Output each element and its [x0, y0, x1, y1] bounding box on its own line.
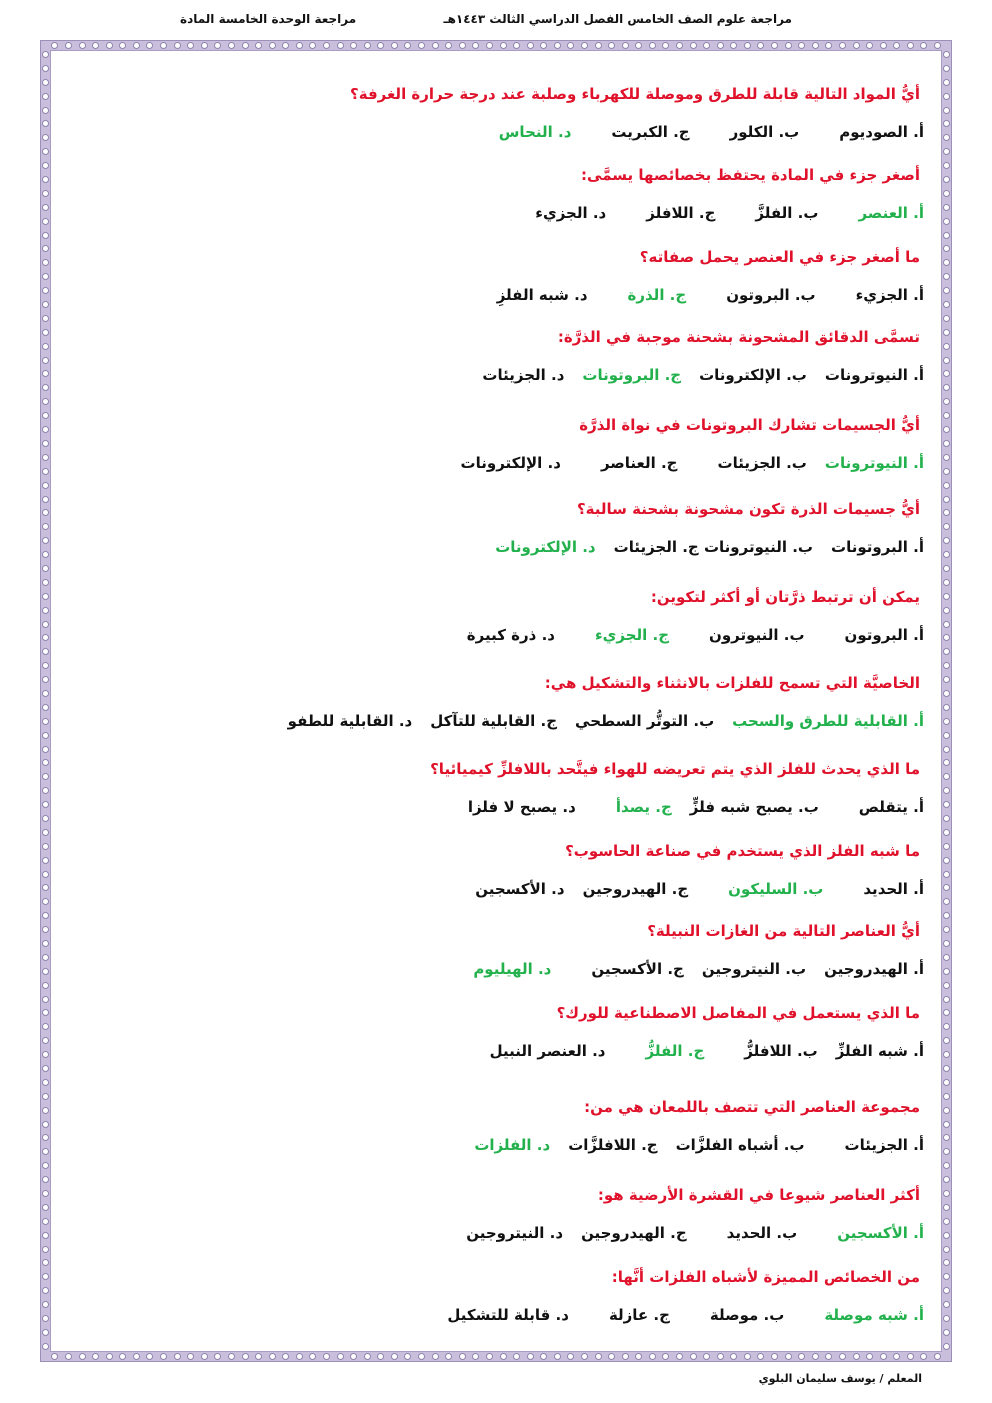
answer-option: د. الإلكترونات — [460, 454, 561, 472]
answer-option: د. شبه الفلزِ — [496, 286, 588, 304]
answer-options — [472, 1042, 924, 1060]
answer-options — [429, 1306, 924, 1324]
answer-option: ج. الكبريت — [611, 123, 690, 141]
answer-options — [450, 798, 924, 816]
answer-option: ب. الكلور — [729, 123, 800, 141]
answer-option: ب. موصلة — [709, 1306, 785, 1324]
answer-options — [477, 538, 924, 556]
answer-option: ب. النيتروجين — [701, 960, 807, 978]
correct-answer-option: ب. السليكون — [728, 880, 824, 898]
question-text: أيُّ الجسيمات تشارك البروتونات في نواة الذرَّة — [579, 416, 920, 434]
answer-option: د. قابلة للتشكيل — [447, 1306, 569, 1324]
answer-option: ج. القابلية للتآكل — [430, 712, 558, 730]
question-text: أكثر العناصر شيوعا في القشرة الأرضية هو: — [597, 1186, 920, 1204]
answer-option: أ. الحديد — [863, 880, 924, 898]
answer-option: د. النيتروجين — [466, 1224, 564, 1242]
question-text: ما أصغر جزء في العنصر يحمل صفاته؟ — [639, 248, 920, 266]
answer-options — [433, 960, 924, 978]
answer-option: ج. الأكسجين — [591, 960, 684, 978]
answer-options — [495, 204, 924, 222]
answer-option: ج. اللافلزَّات — [568, 1136, 658, 1154]
answer-options — [435, 880, 924, 898]
answer-option: د. يصبح لا فلزا — [467, 798, 576, 816]
question-text: أيُّ جسيمات الذرة تكون مشحونة بشحنة سالبة؟ — [576, 500, 920, 518]
answer-option: أ. البروتون — [844, 626, 924, 644]
correct-answer-option: ج. الجزيء — [594, 626, 670, 644]
answer-option: أ. الجزيئات — [844, 1136, 924, 1154]
correct-answer-option: أ. الأكسجين — [837, 1224, 924, 1242]
answer-option: د. العنصر النبيل — [489, 1042, 606, 1060]
answer-options — [442, 366, 924, 384]
answer-option: أ. الجزيء — [855, 286, 924, 304]
question-text: ما الذي يستعمل في المفاصل الاصطناعية للورك؟ — [556, 1004, 920, 1022]
correct-answer-option: ج. يصدأ — [615, 798, 672, 816]
answer-option: ب. البروتون — [726, 286, 816, 304]
answer-option: ب. أشباه الفلزَّات — [675, 1136, 805, 1154]
answer-options — [434, 1136, 924, 1154]
answer-option: أ. البروتونات — [831, 538, 924, 556]
answer-option: ب. اللافلزُّ — [744, 1042, 818, 1060]
answer-option: ب. النيوترونات ج. الجزيئات — [613, 538, 813, 556]
answer-option: ج. العناصر — [600, 454, 678, 472]
answer-option: أ. الهيدروجين — [824, 960, 924, 978]
correct-answer-option: أ. النيوترونات — [824, 454, 924, 472]
answer-options — [459, 123, 924, 141]
answer-option: د. الجزيئات — [482, 366, 565, 384]
question-text: ما شبه الفلز الذي يستخدم في صناعة الحاسوب؟ — [565, 842, 920, 860]
answer-option: ب. التوتُّر السطحي — [575, 712, 715, 730]
answer-options — [427, 626, 924, 644]
answer-option: د. الجزيء — [535, 204, 607, 222]
answer-options — [270, 712, 924, 730]
answer-options — [443, 454, 924, 472]
header-unit-title: مراجعة الوحدة الخامسة المادة — [180, 12, 357, 26]
question-text: من الخصائص المميزة لأشباه الفلزات أنَّها: — [611, 1268, 920, 1286]
answer-option: د. الأكسجين — [475, 880, 565, 898]
answer-option: ب. الحديد — [726, 1224, 798, 1242]
correct-answer-option: ج. البروتونات — [582, 366, 682, 384]
correct-answer-option: أ. القابلية للطرق والسحب — [732, 712, 924, 730]
answer-options — [448, 1224, 924, 1242]
question-text: أصغر جزء في المادة يحتفظ بخصائصها يسمَّى: — [581, 166, 920, 184]
answer-option: ج. عازلة — [608, 1306, 670, 1324]
question-text: يمكن أن ترتبط ذرَّتان أو أكثر لتكوين: — [650, 588, 920, 606]
answer-option: ب. يصبح شبه فلزٍّ — [689, 798, 819, 816]
correct-answer-option: د. النحاس — [498, 123, 572, 141]
teacher-signature: المعلم / يوسف سليمان البلوي — [758, 1372, 922, 1385]
correct-answer-option: ج. الذرة — [627, 286, 687, 304]
answer-option: أ. النيوترونات — [824, 366, 924, 384]
question-text: أيُّ العناصر التالية من الغازات النبيلة؟ — [647, 922, 920, 940]
correct-answer-option: د. الفلزات — [474, 1136, 551, 1154]
answer-option: ب. الجزيئات — [717, 454, 807, 472]
question-text: ما الذي يحدث للفلز الذي يتم تعريضه للهواء فيتَّحد باللافلزِّ كيميائيا؟ — [430, 760, 920, 778]
question-text: تسمَّى الدقائق المشحونة بشحنة موجبة في الذرَّة: — [557, 328, 920, 346]
answer-options — [479, 286, 924, 304]
question-text: أيُّ المواد التالية قابلة للطرق وموصلة للكهرباء وصلبة عند درجة حرارة الغرفة؟ — [350, 85, 920, 103]
correct-answer-option: د. الإلكترونات — [495, 538, 596, 556]
answer-option: ج. الهيدروجين — [582, 880, 689, 898]
correct-answer-option: ج. الفلزُّ — [645, 1042, 705, 1060]
correct-answer-option: أ. العنصر — [858, 204, 924, 222]
answer-option: ب. النيوترون — [709, 626, 805, 644]
answer-option: ب. الفلزَّ — [755, 204, 819, 222]
answer-option: ج. الهيدروجين — [581, 1224, 687, 1242]
header-course-info: مراجعة علوم الصف الخامس الفصل الدراسي الثالث ١٤٤٣هـ — [443, 12, 792, 26]
answer-option: أ. شبه الفلزِّ — [835, 1042, 924, 1060]
correct-answer-option: د. الهيليوم — [473, 960, 552, 978]
answer-option: أ. يتقلص — [858, 798, 924, 816]
answer-option: ب. الإلكترونات — [699, 366, 807, 384]
answer-option: أ. الصوديوم — [839, 123, 924, 141]
answer-option: د. ذرة كبيرة — [466, 626, 555, 644]
answer-option: د. القابلية للطفو — [287, 712, 413, 730]
correct-answer-option: أ. شبه موصلة — [824, 1306, 924, 1324]
question-text: الخاصيَّة التي تسمح للفلزات بالانثناء والتشكيل هي: — [544, 674, 920, 692]
question-text: مجموعة العناصر التي تتصف باللمعان هي من: — [584, 1098, 920, 1116]
answer-option: ج. اللافلز — [646, 204, 716, 222]
